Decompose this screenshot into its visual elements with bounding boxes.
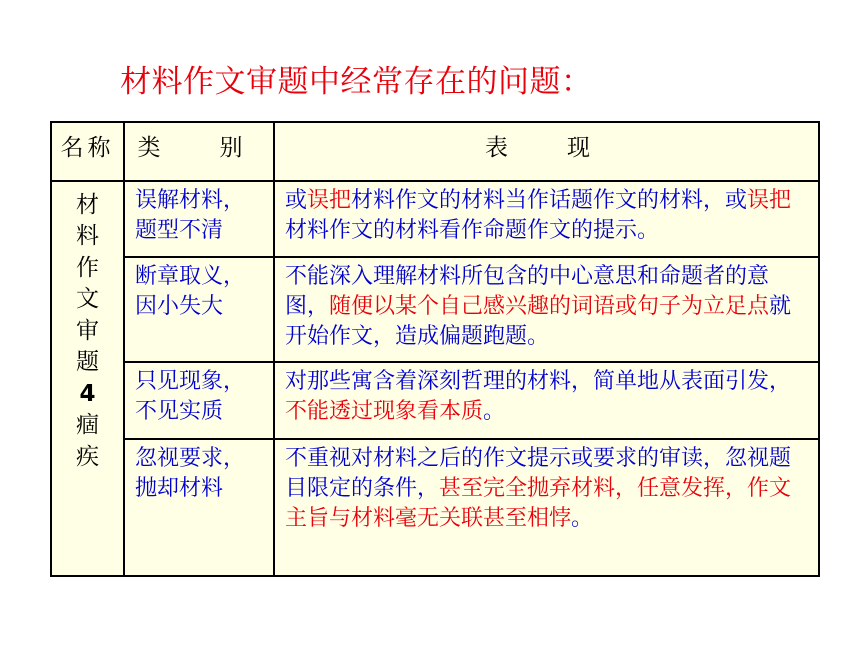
highlighted-text: 误把 (307, 187, 352, 213)
header-category: 类 别 (124, 122, 274, 181)
category-line: 只见现象， (135, 368, 246, 394)
side-label (51, 181, 124, 576)
description-text: 对那些寓含着深刻哲理的材料，简单地从表面引发， (285, 368, 792, 394)
side-label-char: 疾 (76, 443, 99, 470)
table-row (51, 257, 819, 361)
category-line: 因小失大 (135, 294, 224, 320)
side-label-char: 作 (76, 254, 99, 281)
category-line: 题型不清 (135, 217, 224, 243)
category-cell (124, 439, 274, 576)
category-cell (124, 257, 274, 361)
description-text: 就开始作文，造成偏题跑题。 (285, 294, 792, 350)
description-text: 。 (483, 398, 506, 424)
highlighted-text: 随便以某个自己感兴趣的词语或句子为立足点 (329, 294, 770, 320)
table-row (51, 439, 819, 576)
side-label-char: 4 (79, 380, 96, 407)
category-cell (124, 362, 274, 440)
category-line: 误解材料， (135, 187, 246, 213)
side-label-char: 材 (76, 191, 99, 218)
description-text: 或 (285, 187, 308, 213)
category-line: 抛却材料 (135, 476, 224, 502)
header-name: 名称 (51, 122, 124, 181)
description-text: 不重视对材料之后的作文提示或要求的审读，忽视题目限定的条件， (285, 446, 792, 502)
description-text: 不能深入理解材料所包含的中心意思和命题者的意图， (285, 264, 770, 320)
description-text: 。 (571, 506, 594, 532)
side-label-char: 文 (76, 286, 99, 313)
performance-cell (274, 439, 819, 576)
description-text: 材料作文的材料看作命题作文的提示。 (285, 217, 660, 243)
side-label-char: 审 (76, 317, 99, 344)
category-line: 断章取义， (135, 264, 246, 290)
highlighted-text: 误把 (747, 187, 792, 213)
performance-cell (274, 362, 819, 440)
side-label-chars (52, 182, 123, 474)
highlighted-text: 甚至完全抛弃材料，任意发挥，作文主旨与材料毫无关联甚至相悖 (285, 476, 792, 532)
description-text: 材料作文的材料当作话题作文的材料，或 (351, 187, 748, 213)
problems-table (50, 121, 820, 577)
side-label-char: 题 (76, 349, 99, 376)
highlighted-text: 不能透过现象看本质 (285, 398, 484, 424)
side-label-char: 料 (76, 223, 99, 250)
performance-cell (274, 181, 819, 258)
category-cell (124, 181, 274, 258)
table-header-row (51, 122, 819, 181)
table-row (51, 362, 819, 440)
category-line: 忽视要求， (135, 446, 246, 472)
page-title: 材料作文审题中经常存在的问题： (120, 64, 593, 100)
category-line: 不见实质 (135, 398, 224, 424)
header-performance: 表 现 (274, 122, 819, 181)
side-label-char: 痼 (76, 412, 99, 439)
table-row (51, 181, 819, 258)
performance-cell (274, 257, 819, 361)
